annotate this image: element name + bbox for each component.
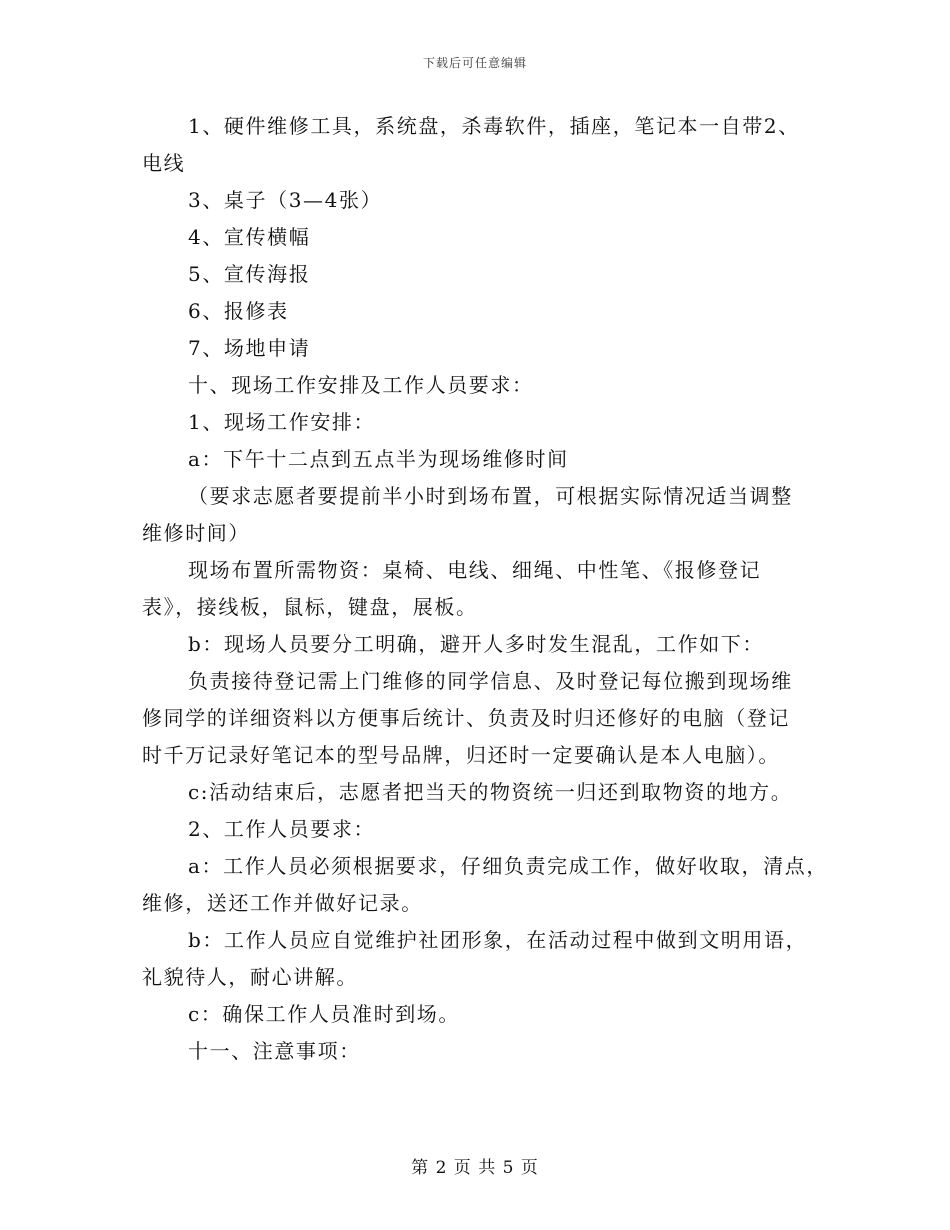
text-line: （要求志愿者要提前半小时到场布置，可根据实际情况适当调整: [188, 484, 793, 508]
text-line: 维修，送还工作并做好记录。: [142, 891, 423, 915]
text-line: 维修时间）: [142, 521, 250, 545]
page-header: 下载后可任意编辑: [422, 56, 527, 70]
text-line: 1、现场工作安排：: [188, 410, 376, 434]
text-line: 礼貌待人，耐心讲解。: [142, 965, 358, 989]
text-line: 2、工作人员要求：: [188, 817, 376, 841]
text-line: 十一、注意事项：: [188, 1039, 361, 1063]
document-body: [142, 108, 832, 1070]
text-line: a：工作人员必须根据要求，仔细负责完成工作，做好收取，清点，: [188, 854, 828, 878]
text-line: a：下午十二点到五点半为现场维修时间: [188, 447, 569, 471]
text-line: 负责接待登记需上门维修的同学信息、及时登记每位搬到现场维: [188, 669, 793, 693]
text-line: 4、宣传横幅: [188, 225, 311, 249]
text-line: 修同学的详细资料以方便事后统计、负责及时归还修好的电脑（登记: [142, 706, 790, 730]
text-line: 6、报修表: [188, 299, 289, 323]
text-line: c：确保工作人员准时到场。: [188, 1002, 461, 1026]
text-line: 1、硬件维修工具，系统盘，杀毒软件，插座，笔记本一自带2、: [188, 114, 800, 138]
text-line: 5、宣传海报: [188, 262, 311, 286]
text-line: b：工作人员应自觉维护社团形象，在活动过程中做到文明用语，: [188, 928, 808, 952]
text-line: 3、桌子（3—4张）: [188, 188, 383, 212]
page-footer: 第 2 页 共 5 页: [411, 1158, 539, 1178]
text-line: 表》，接线板，鼠标，键盘，展板。: [142, 595, 478, 619]
text-line: 电线: [142, 151, 186, 175]
text-line: 现场布置所需物资：桌椅、电线、细绳、中性笔、《报修登记: [188, 558, 762, 582]
text-line: 十、现场工作安排及工作人员要求：: [188, 373, 534, 397]
text-line: c:活动结束后，志愿者把当天的物资统一归还到取物资的地方。: [188, 780, 793, 804]
text-line: 7、场地申请: [188, 336, 311, 360]
text-line: 时千万记录好笔记本的型号品牌，归还时一定要确认是本人电脑）。: [142, 743, 780, 767]
text-line: b：现场人员要分工明确，避开人多时发生混乱，工作如下：: [188, 632, 765, 656]
